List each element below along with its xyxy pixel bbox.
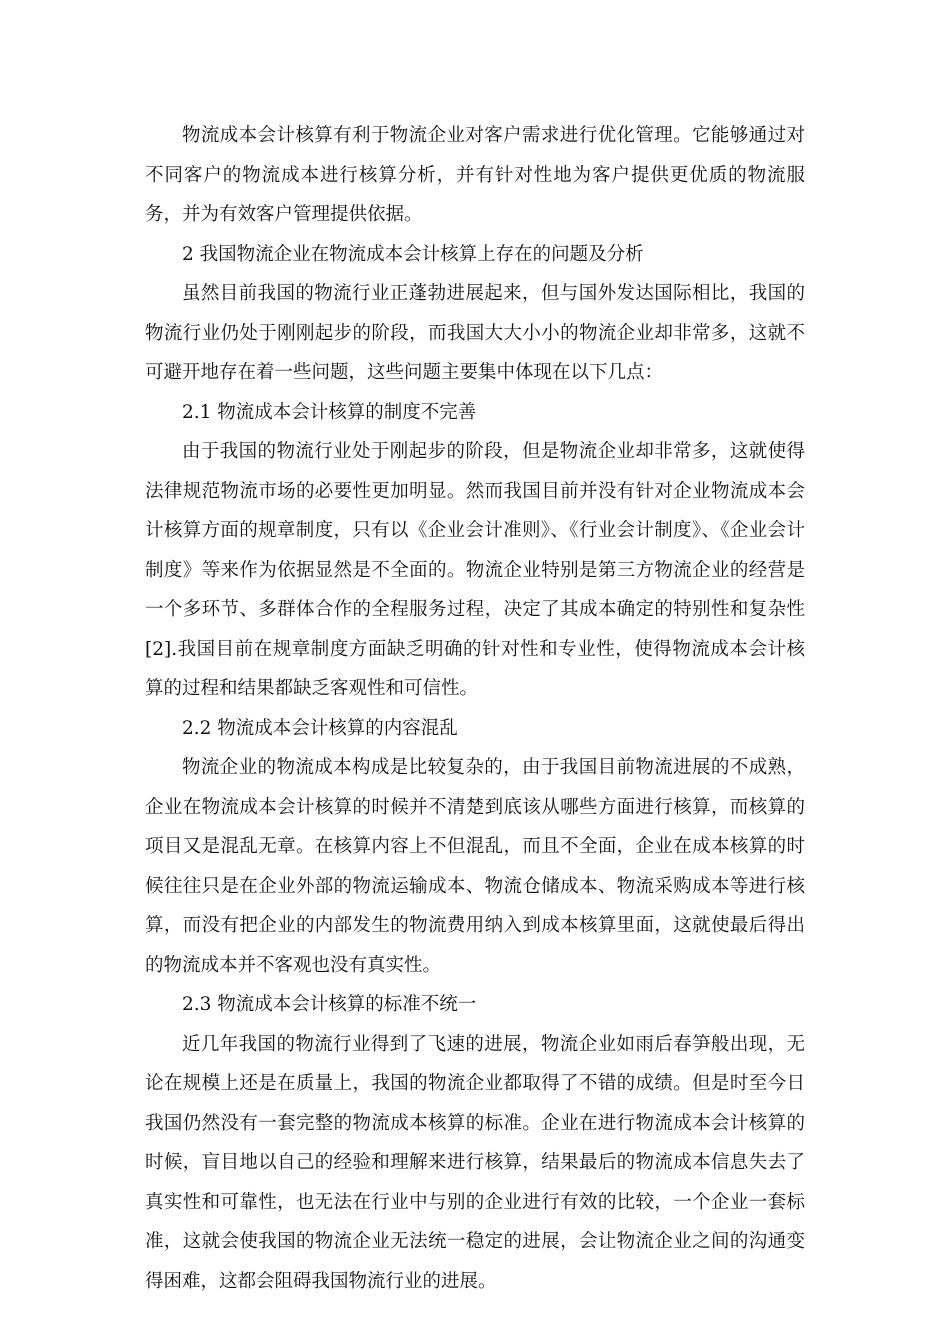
paragraph-section-2-3: 近几年我国的物流行业得到了飞速的进展，物流企业如雨后春笋般出现，无论在规模上还是在质量上，我国的物流企业都取得了不错的成绩。但是时至今日我国仍然没有一套完整的物流成本核算的标准。企业在进行物流成本会计核算的时候，盲目地以自己的经验和理解来进行核算，结果最后的物流成本信息失去了真实性和可靠性，也无法在行业中与别的企业进行有效的比较，一个企业一套标准，这就会使我国的物流企业无法统一稳定的进展，会让物流企业之间的沟通变得困难，这都会阻碍我国物流行业的进展。 xyxy=(145,1033,805,1292)
paragraph-customer-management: 物流成本会计核算有利于物流企业对客户需求进行优化管理。它能够通过对不同客户的物流成本进行核算分析，并有针对性地为客户提供更优质的物流服务，并为有效客户管理提供依据。 xyxy=(145,125,805,225)
section-heading-2: 2 我国物流企业在物流成本会计核算上存在的问题及分析 xyxy=(182,243,644,265)
section-heading-2-1: 2.1 物流成本会计核算的制度不完善 xyxy=(182,401,477,423)
paragraph-section-2-1: 由于我国的物流行业处于刚起步的阶段，但是物流企业却非常多，这就使得法律规范物流市场的必要性更加明显。然而我国目前并没有针对企业物流成本会计核算方面的规章制度，只有以《企业会计准则》、《行业会计制度》、《企业会计制度》等来作为依据显然是不全面的。物流企业特别是第三方物流企业的经营是一个多环节、多群体合作的全程服务过程，决定了其成本确定的特别性和复杂性[2].我国目前在规章制度方面缺乏明确的针对性和专业性，使得物流成本会计核算的过程和结果都缺乏客观性和可信性。 xyxy=(145,441,805,699)
section-heading-2-2: 2.2 物流成本会计核算的内容混乱 xyxy=(182,717,458,739)
paragraph-section-2-2: 物流企业的物流成本构成是比较复杂的，由于我国目前物流进展的不成熟，企业在物流成本会计核算的时候并不清楚到底该从哪些方面进行核算，而核算的项目又是混乱无章。在核算内容上不但混乱，而且不全面，企业在成本核算的时候往往只是在企业外部的物流运输成本、物流仓储成本、物流采购成本等进行核算，而没有把企业的内部发生的物流费用纳入到成本核算里面，这就使最后得出的物流成本并不客观也没有真实性。 xyxy=(145,757,805,976)
section-heading-2-3: 2.3 物流成本会计核算的标准不统一 xyxy=(182,994,477,1015)
paragraph-section-2-intro: 虽然目前我国的物流行业正蓬勃进展起来，但与国外发达国际相比，我国的物流行业仍处于刚刚起步的阶段，而我国大大小小的物流企业却非常多，这就不可避开地存在着一些问题，这些问题主要集中体现在以下几点： xyxy=(145,283,805,383)
document-body xyxy=(145,116,805,1301)
